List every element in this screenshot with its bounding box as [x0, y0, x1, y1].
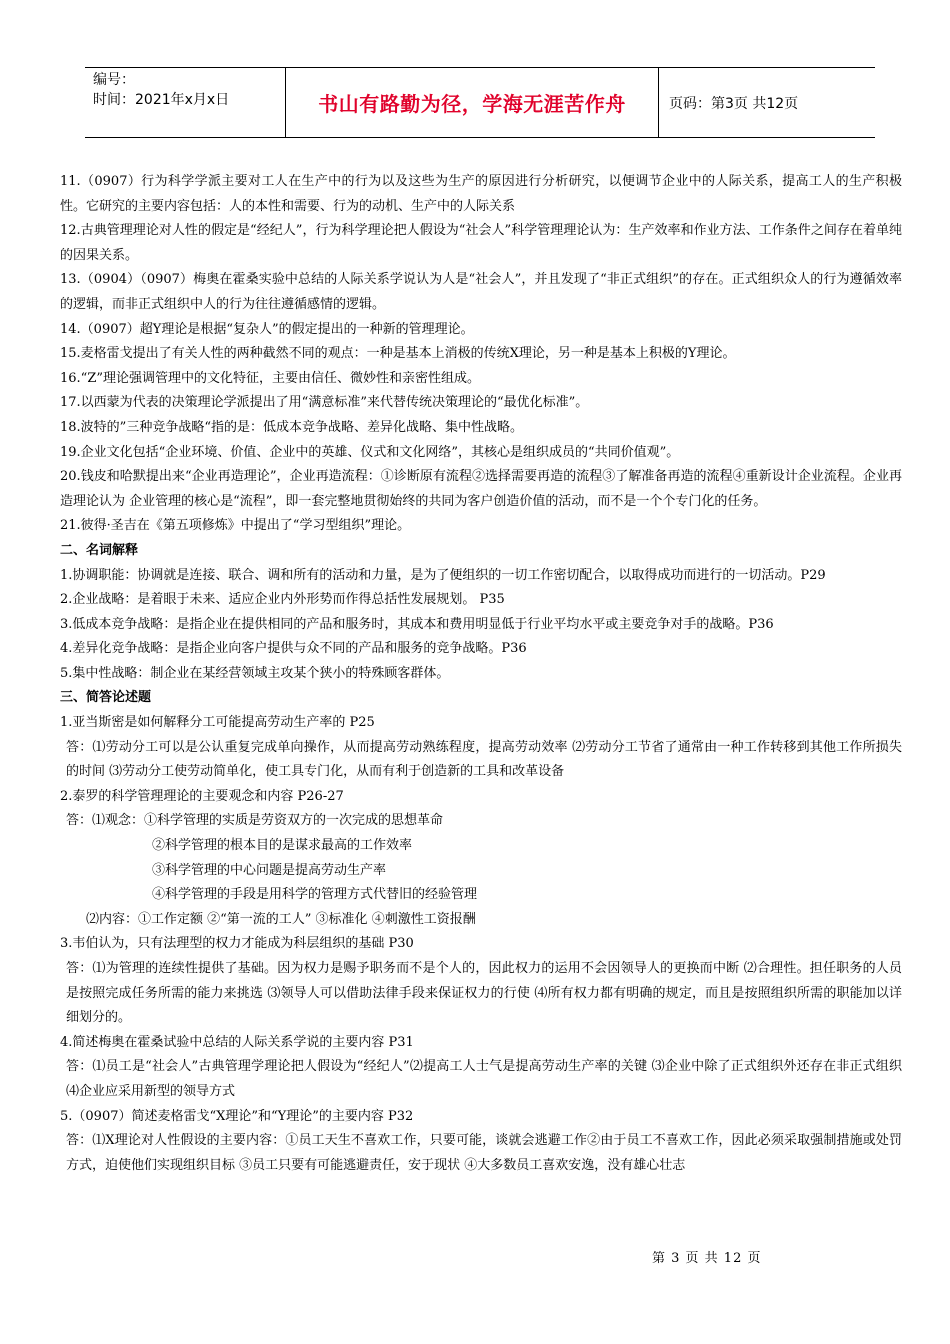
document-body — [60, 170, 902, 1178]
question-1: 1.亚当斯密是如何解释分工可能提高劳动生产率的 P25 — [60, 715, 375, 731]
answer-3: 答：⑴为管理的连续性提供了基础。因为权力是赐予职务而不是个人的，因此权力的运用不会因领导人的更换而中断 ⑵合理性。担任职务的人员是按照完成任务所需的能力来挑选 ⑶领导人可以借助法律手段来保证权力的行使 ⑷所有权力都有明确的规定，而且是按照组织所需的职能加以详细划分的。 — [66, 961, 902, 1026]
answer-2-item: ②科学管理的根本目的是谋求最高的工作效率 — [152, 838, 413, 854]
answer-4: 答：⑴员工是“社会人”古典管理学理论把人假设为“经纪人”⑵提高工人士气是提高劳动生产率的关键 ⑶企业中除了正式组织外还存在非正式组织 ⑷企业应采用新型的领导方式 — [66, 1059, 902, 1099]
definition-3: 3.低成本竞争战略：是指企业在提供相同的产品和服务时，其成本和费用明显低于行业平均水平或主要竞争对手的战略。P36 — [60, 616, 774, 632]
question-3: 3.韦伯认为，只有法理型的权力才能成为科层组织的基础 P30 — [60, 936, 414, 952]
definition-1: 1.协调职能：协调就是连接、联合、调和所有的活动和力量，是为了便组织的一切工作密切配合，以取得成功而进行的一切活动。P29 — [60, 567, 826, 583]
item-17: 17.以西蒙为代表的决策理论学派提出了用“满意标准”来代替传统决策理论的“最优化标准”。 — [60, 395, 589, 411]
item-12: 12.古典管理理论对人性的假定是“经纪人”，行为科学理论把人假设为“社会人”科学管理理论认为：生产效率和作业方法、工作条件之间存在着单纯的因果关系。 — [60, 223, 902, 263]
item-18: 18.波特的”三种竞争战略“指的是：低成本竞争战略、差异化战略、集中性战略。 — [60, 419, 523, 435]
definition-4: 4.差异化竞争战略：是指企业向客户提供与众不同的产品和服务的竞争战略。P36 — [60, 641, 527, 657]
answer-5: 答：⑴X理论对人性假设的主要内容：①员工天生不喜欢工作，只要可能，谈就会逃避工作②由于员工不喜欢工作，因此必须采取强制措施或处罚方式，迫使他们实现组织目标 ③员工只要有可能逃避责任，安于现状 ④大多数员工喜欢安逸，没有雄心壮志 — [66, 1133, 902, 1173]
item-19: 19.企业文化包括“企业环境、价值、企业中的英雄、仪式和文化网络”，其核心是组织成员的“共同价值观”。 — [60, 444, 680, 460]
definition-2: 2.企业战略：是着眼于未来、适应企业内外形势而作得总括性发展规划。 P35 — [60, 592, 505, 608]
item-11: 11.（0907）行为科学学派主要对工人在生产中的行为以及这些为生产的原因进行分析研究，以便调节企业中的人际关系，提高工人的生产积极性。它研究的主要内容包括：人的本性和需要、行为的动机、生产中的人际关系 — [60, 174, 902, 214]
number-label: 编号： — [93, 72, 135, 88]
page-indicator: 页码：第3页 共12页 — [669, 95, 799, 112]
item-16: 16.“Z”理论强调管理中的文化特征，主要由信任、微妙性和亲密性组成。 — [60, 370, 480, 386]
question-2: 2.泰罗的科学管理理论的主要观念和内容 P26-27 — [60, 788, 344, 804]
answer-2-item: ④科学管理的手段是用科学的管理方式代替旧的经验管理 — [152, 887, 478, 903]
answer-2-item: ③科学管理的中心问题是提高劳动生产率 — [152, 862, 387, 878]
answer-2-head: 答：⑴观念：①科学管理的实质是劳资双方的一次完成的思想革命 — [66, 813, 444, 829]
answer-2-content: ⑵内容：①工作定额 ②“第一流的工人” ③标准化 ④刺激性工资报酬 — [86, 911, 476, 927]
item-15: 15.麦格雷戈提出了有关人性的两种截然不同的观点：一种是基本上消极的传统X理论，另一种是基本上积极的Y理论。 — [60, 346, 736, 362]
page-footer: 第 3 页 共 12 页 — [652, 1251, 762, 1266]
answer-1: 答：⑴劳动分工可以是公认重复完成单向操作，从而提高劳动熟练程度，提高劳动效率 ⑵劳动分工节省了通常由一种工作转移到其他工作所损失的时间 ⑶劳动分工使劳动简单化，使工具专门化，从而有利于创造新的工具和改革设备 — [66, 739, 902, 780]
motto: 书山有路勤为径，学海无涯苦作舟 — [285, 68, 659, 137]
header-meta — [85, 68, 285, 137]
item-20: 20.钱皮和哈默提出来“企业再造理论”，企业再造流程：①诊断原有流程②选择需要再造的流程③了解准备再造的流程④重新设计企业流程。企业再造理论认为 企业管理的核心是“流程”，即一套完整地贯彻始终的共同为客户创造价值的活动，而不是一个个专门化的任务。 — [60, 469, 902, 509]
section-title-terms: 二、名词解释 — [60, 542, 139, 558]
item-14: 14.（0907）超Y理论是根据“复杂人”的假定提出的一种新的管理理论。 — [60, 321, 474, 337]
question-4: 4.简述梅奥在霍桑试验中总结的人际关系学说的主要内容 P31 — [60, 1034, 414, 1050]
time-label: 时间：2021年x月x日 — [93, 92, 230, 108]
item-13: 13.（0904）（0907）梅奥在霍桑实验中总结的人际关系学说认为人是“社会人”，并且发现了“非正式组织”的存在。正式组织众人的行为遵循效率的逻辑，而非正式组织中人的行为往往遵循感情的逻辑。 — [60, 272, 902, 312]
definition-5: 5.集中性战略：制企业在某经营领域主攻某个狭小的特殊顾客群体。 — [60, 665, 450, 681]
question-5: 5.（0907）简述麦格雷戈“X理论”和“Y理论”的主要内容 P32 — [60, 1108, 414, 1124]
section-title-questions: 三、简答论述题 — [60, 690, 152, 706]
page-header — [85, 67, 875, 138]
item-21: 21.彼得·圣吉在《第五项修炼》中提出了“学习型组织”理论。 — [60, 518, 411, 534]
